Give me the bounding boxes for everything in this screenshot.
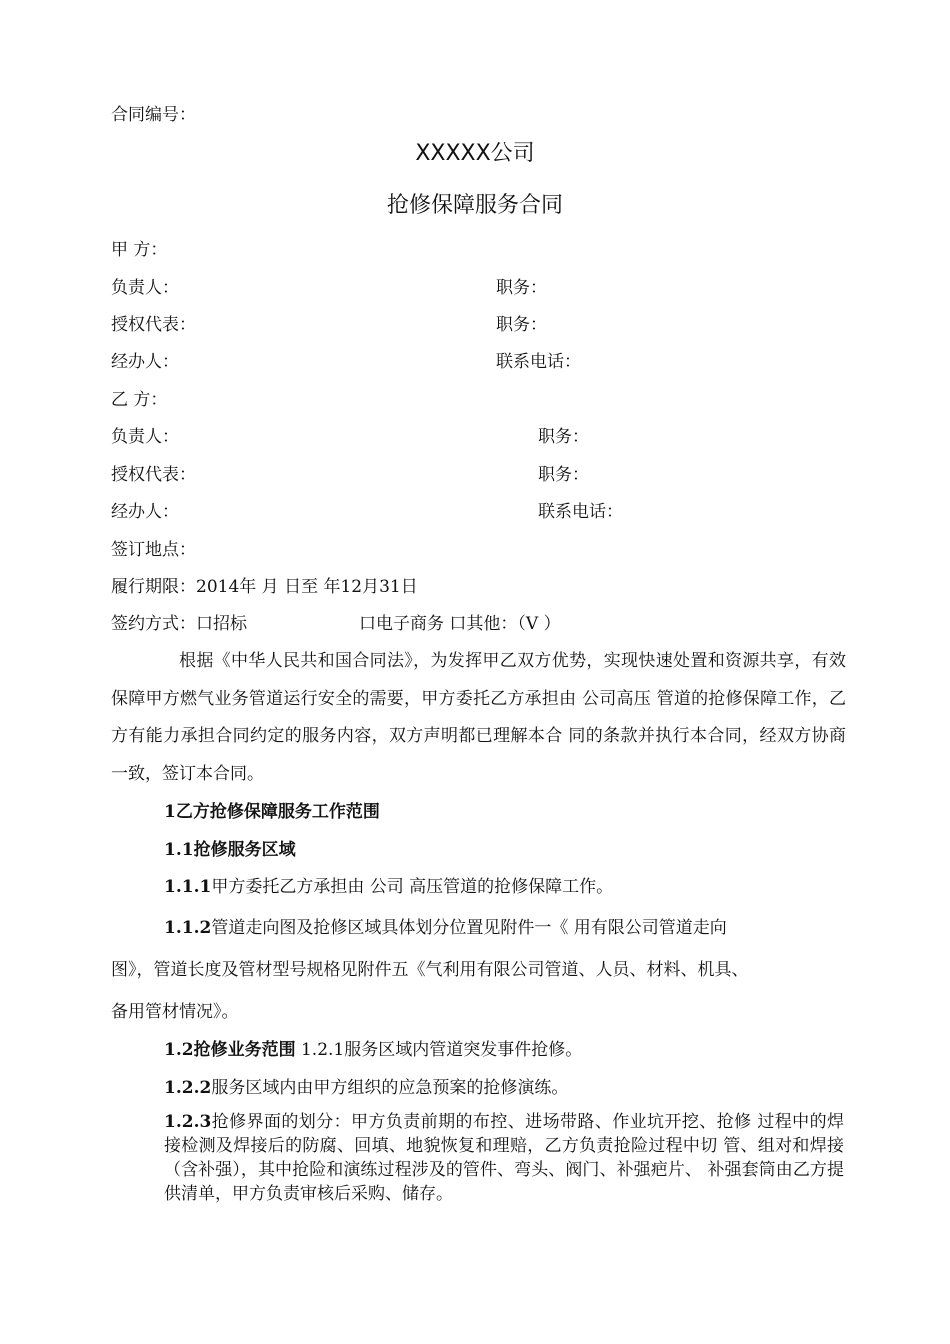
party-b-phone: 联系电话：: [538, 502, 623, 522]
sign-place-label: 签订地点：: [111, 540, 196, 560]
clause-1-2-2-text: 服务区域内由甲方组织的应急预案的抢修演练。: [211, 1078, 569, 1098]
company-title: XXXXX公司: [415, 141, 535, 166]
party-b-agent: 经办人：: [111, 502, 179, 522]
party-a-leader-post: 职务：: [496, 278, 547, 298]
clause-1-1-1: [164, 877, 613, 897]
clause-1-1-2-number: 1.1.2: [164, 918, 212, 938]
party-a-agent: 经办人：: [111, 352, 179, 372]
party-a-rep: 授权代表：: [111, 315, 196, 335]
clause-1-1-2-line-3: 备用管材情况》。: [111, 1002, 239, 1022]
party-a-rep-post: 职务：: [496, 315, 547, 335]
clause-1-2-2-number: 1.2.2: [164, 1078, 212, 1098]
party-a-label: 甲 方：: [111, 240, 168, 260]
clause-1-2-3-text: 抢修界面的划分：甲方负责前期的布控、进场带路、作业坑开挖、抢修 过程中的焊接检测及焊接后的防腐、回填、地貌恢复和理赔，乙方负责抢险过程中切 管、组对和焊接（含补强），其中抢险和演练过程涉及的管件、弯头、阀门、补强疤片、 补强套筒由乙方提供清单，甲方负责审核后采购、储存。: [164, 1112, 844, 1204]
clause-1-2-number: 1.2: [164, 1040, 194, 1060]
sign-method-line: [111, 614, 247, 634]
term-label: 履行期限：: [111, 577, 196, 597]
clause-1-2: [164, 1040, 582, 1060]
sign-method-label: 签约方式：: [111, 614, 196, 634]
clause-1-2-heading: 抢修业务范围: [193, 1040, 296, 1060]
section-1-1-heading: 1.1抢修服务区域: [164, 840, 296, 860]
term-value: 2014年 月 日至 年12月31日: [196, 577, 418, 597]
party-a-phone: 联系电话：: [496, 352, 581, 372]
clause-1-1-1-number: 1.1.1: [164, 877, 212, 897]
sign-method-option-other: 口电子商务 口其他：（V ）: [359, 614, 561, 634]
contract-number-label: 合同编号：: [111, 105, 196, 125]
clause-1-2-1-text: 1.2.1服务区域内管道突发事件抢修。: [295, 1040, 583, 1060]
party-b-rep-post: 职务：: [538, 465, 589, 485]
party-a-leader: 负责人：: [111, 278, 179, 298]
party-b-rep: 授权代表：: [111, 465, 196, 485]
clause-1-2-3-number: 1.2.3: [164, 1112, 212, 1132]
clause-1-1-2-line-2: 图》，管道长度及管材型号规格见附件五《气利用有限公司管道、人员、材料、机具、: [111, 960, 749, 980]
intro-paragraph: 根据《中华人民共和国合同法》，为发挥甲乙双方优势，实现快速处置和资源共享，有效保障甲方燃气业务管道运行安全的需要，甲方委托乙方承担由 公司高压 管道的抢修保障工作，乙方有能力承担合同约定的服务内容，双方声明都已理解本合 同的条款并执行本合同，经双方协商一致，签订本合同。: [111, 651, 846, 784]
party-b-leader: 负责人：: [111, 427, 179, 447]
section-1-heading: 1乙方抢修保障服务工作范围: [164, 802, 380, 822]
clause-1-2-2: [164, 1078, 568, 1098]
party-b-label: 乙 方：: [111, 390, 168, 410]
term-line: [111, 577, 418, 597]
sign-method-option-bid: 口招标: [196, 614, 247, 634]
party-b-leader-post: 职务：: [538, 427, 589, 447]
clause-1-1-1-text: 甲方委托乙方承担由 公司 高压管道的抢修保障工作。: [211, 877, 614, 897]
clause-1-1-2-line-1: [164, 918, 727, 938]
clause-1-2-3: [164, 1110, 844, 1206]
clause-1-1-2-text-1: 管道走向图及抢修区域具体划分位置见附件一《 用有限公司管道走向: [211, 918, 727, 938]
document-title: 抢修保障服务合同: [386, 193, 563, 218]
